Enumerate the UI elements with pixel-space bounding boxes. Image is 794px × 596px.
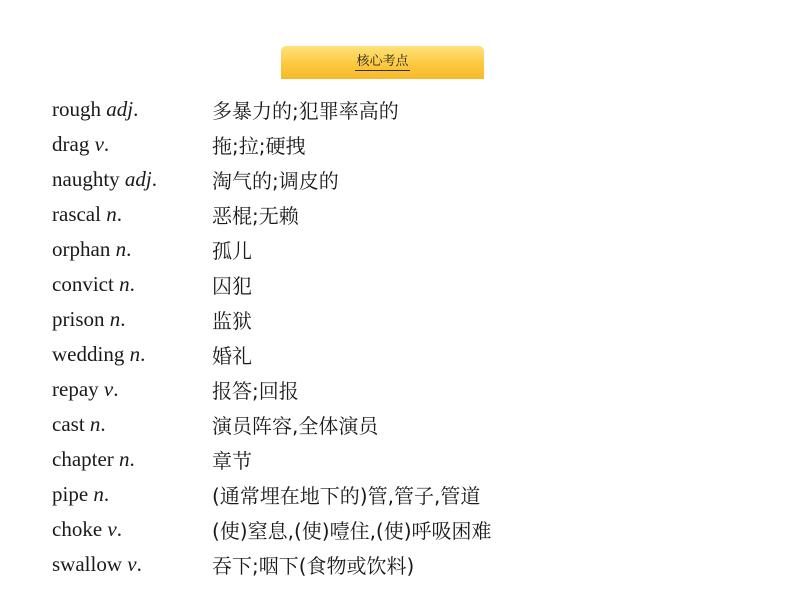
part-of-speech: v bbox=[94, 132, 104, 156]
vocab-meaning: 恶棍;无赖 bbox=[212, 204, 299, 228]
vocab-word: repay bbox=[52, 377, 99, 401]
part-of-speech: v bbox=[107, 517, 117, 541]
vocab-term: rascal n. bbox=[52, 202, 122, 226]
vocab-word: rough bbox=[52, 97, 101, 121]
vocab-row bbox=[52, 407, 752, 442]
vocab-word: naughty bbox=[52, 167, 120, 191]
vocab-meaning: 吞下;咽下(食物或饮料) bbox=[212, 554, 415, 578]
part-of-speech: adj bbox=[124, 167, 152, 191]
vocab-term: naughty adj. bbox=[52, 167, 157, 191]
vocab-row bbox=[52, 337, 752, 372]
vocab-meaning: 淘气的;调皮的 bbox=[212, 169, 339, 193]
vocab-meaning: (使)窒息,(使)噎住,(使)呼吸困难 bbox=[212, 519, 492, 543]
part-of-speech: adj bbox=[106, 97, 134, 121]
vocab-word: choke bbox=[52, 517, 103, 541]
vocab-term: choke v. bbox=[52, 517, 122, 541]
vocab-meaning: 演员阵容,全体演员 bbox=[212, 414, 379, 438]
vocab-word: orphan bbox=[52, 237, 111, 261]
vocab-term: convict n. bbox=[52, 272, 135, 296]
vocab-word: cast bbox=[52, 412, 85, 436]
vocab-row bbox=[52, 477, 752, 512]
vocab-meaning: 多暴力的;犯罪率高的 bbox=[212, 99, 399, 123]
vocab-meaning: 婚礼 bbox=[212, 344, 252, 368]
vocab-row bbox=[52, 92, 752, 127]
part-of-speech: n bbox=[129, 342, 141, 366]
vocab-word: prison bbox=[52, 307, 105, 331]
vocab-word: convict bbox=[52, 272, 114, 296]
vocab-term: wedding n. bbox=[52, 342, 146, 366]
vocab-meaning: (通常埋在地下的)管,管子,管道 bbox=[212, 484, 481, 508]
vocab-row bbox=[52, 442, 752, 477]
vocab-term: chapter n. bbox=[52, 447, 135, 471]
vocab-term: rough adj. bbox=[52, 97, 139, 121]
part-of-speech: n bbox=[115, 237, 127, 261]
vocab-term: swallow v. bbox=[52, 552, 142, 576]
part-of-speech: n bbox=[93, 482, 104, 506]
vocab-word: wedding bbox=[52, 342, 125, 366]
vocab-term: drag v. bbox=[52, 132, 110, 156]
vocab-meaning: 报答;回报 bbox=[212, 379, 299, 403]
vocab-list bbox=[52, 92, 752, 582]
vocab-meaning: 监狱 bbox=[212, 309, 252, 333]
vocab-row bbox=[52, 267, 752, 302]
vocab-row bbox=[52, 127, 752, 162]
vocab-term: orphan n. bbox=[52, 237, 132, 261]
vocab-row bbox=[52, 512, 752, 547]
vocab-term: cast n. bbox=[52, 412, 106, 436]
part-of-speech: v bbox=[103, 377, 114, 401]
part-of-speech: n bbox=[109, 307, 121, 331]
vocab-meaning: 囚犯 bbox=[212, 274, 252, 298]
section-title: 核心考点 bbox=[356, 54, 409, 69]
part-of-speech: n bbox=[119, 272, 130, 296]
vocab-meaning: 拖;拉;硬拽 bbox=[212, 134, 306, 158]
vocab-word: drag bbox=[52, 132, 90, 156]
section-header-tab bbox=[281, 46, 484, 79]
part-of-speech: v bbox=[127, 552, 137, 576]
vocab-meaning: 孤儿 bbox=[212, 239, 252, 263]
part-of-speech: n bbox=[89, 412, 101, 436]
vocab-row bbox=[52, 302, 752, 337]
vocab-row bbox=[52, 372, 752, 407]
part-of-speech: n bbox=[119, 447, 130, 471]
vocab-term: prison n. bbox=[52, 307, 126, 331]
vocab-word: chapter bbox=[52, 447, 114, 471]
vocab-word: rascal bbox=[52, 202, 101, 226]
vocab-word: pipe bbox=[52, 482, 89, 506]
vocab-row bbox=[52, 162, 752, 197]
part-of-speech: n bbox=[106, 202, 117, 226]
vocab-term: pipe n. bbox=[52, 482, 110, 506]
vocab-row bbox=[52, 232, 752, 267]
vocab-row bbox=[52, 547, 752, 582]
vocab-row bbox=[52, 197, 752, 232]
vocab-term: repay v. bbox=[52, 377, 119, 401]
vocab-word: swallow bbox=[52, 552, 122, 576]
vocab-meaning: 章节 bbox=[212, 449, 252, 473]
